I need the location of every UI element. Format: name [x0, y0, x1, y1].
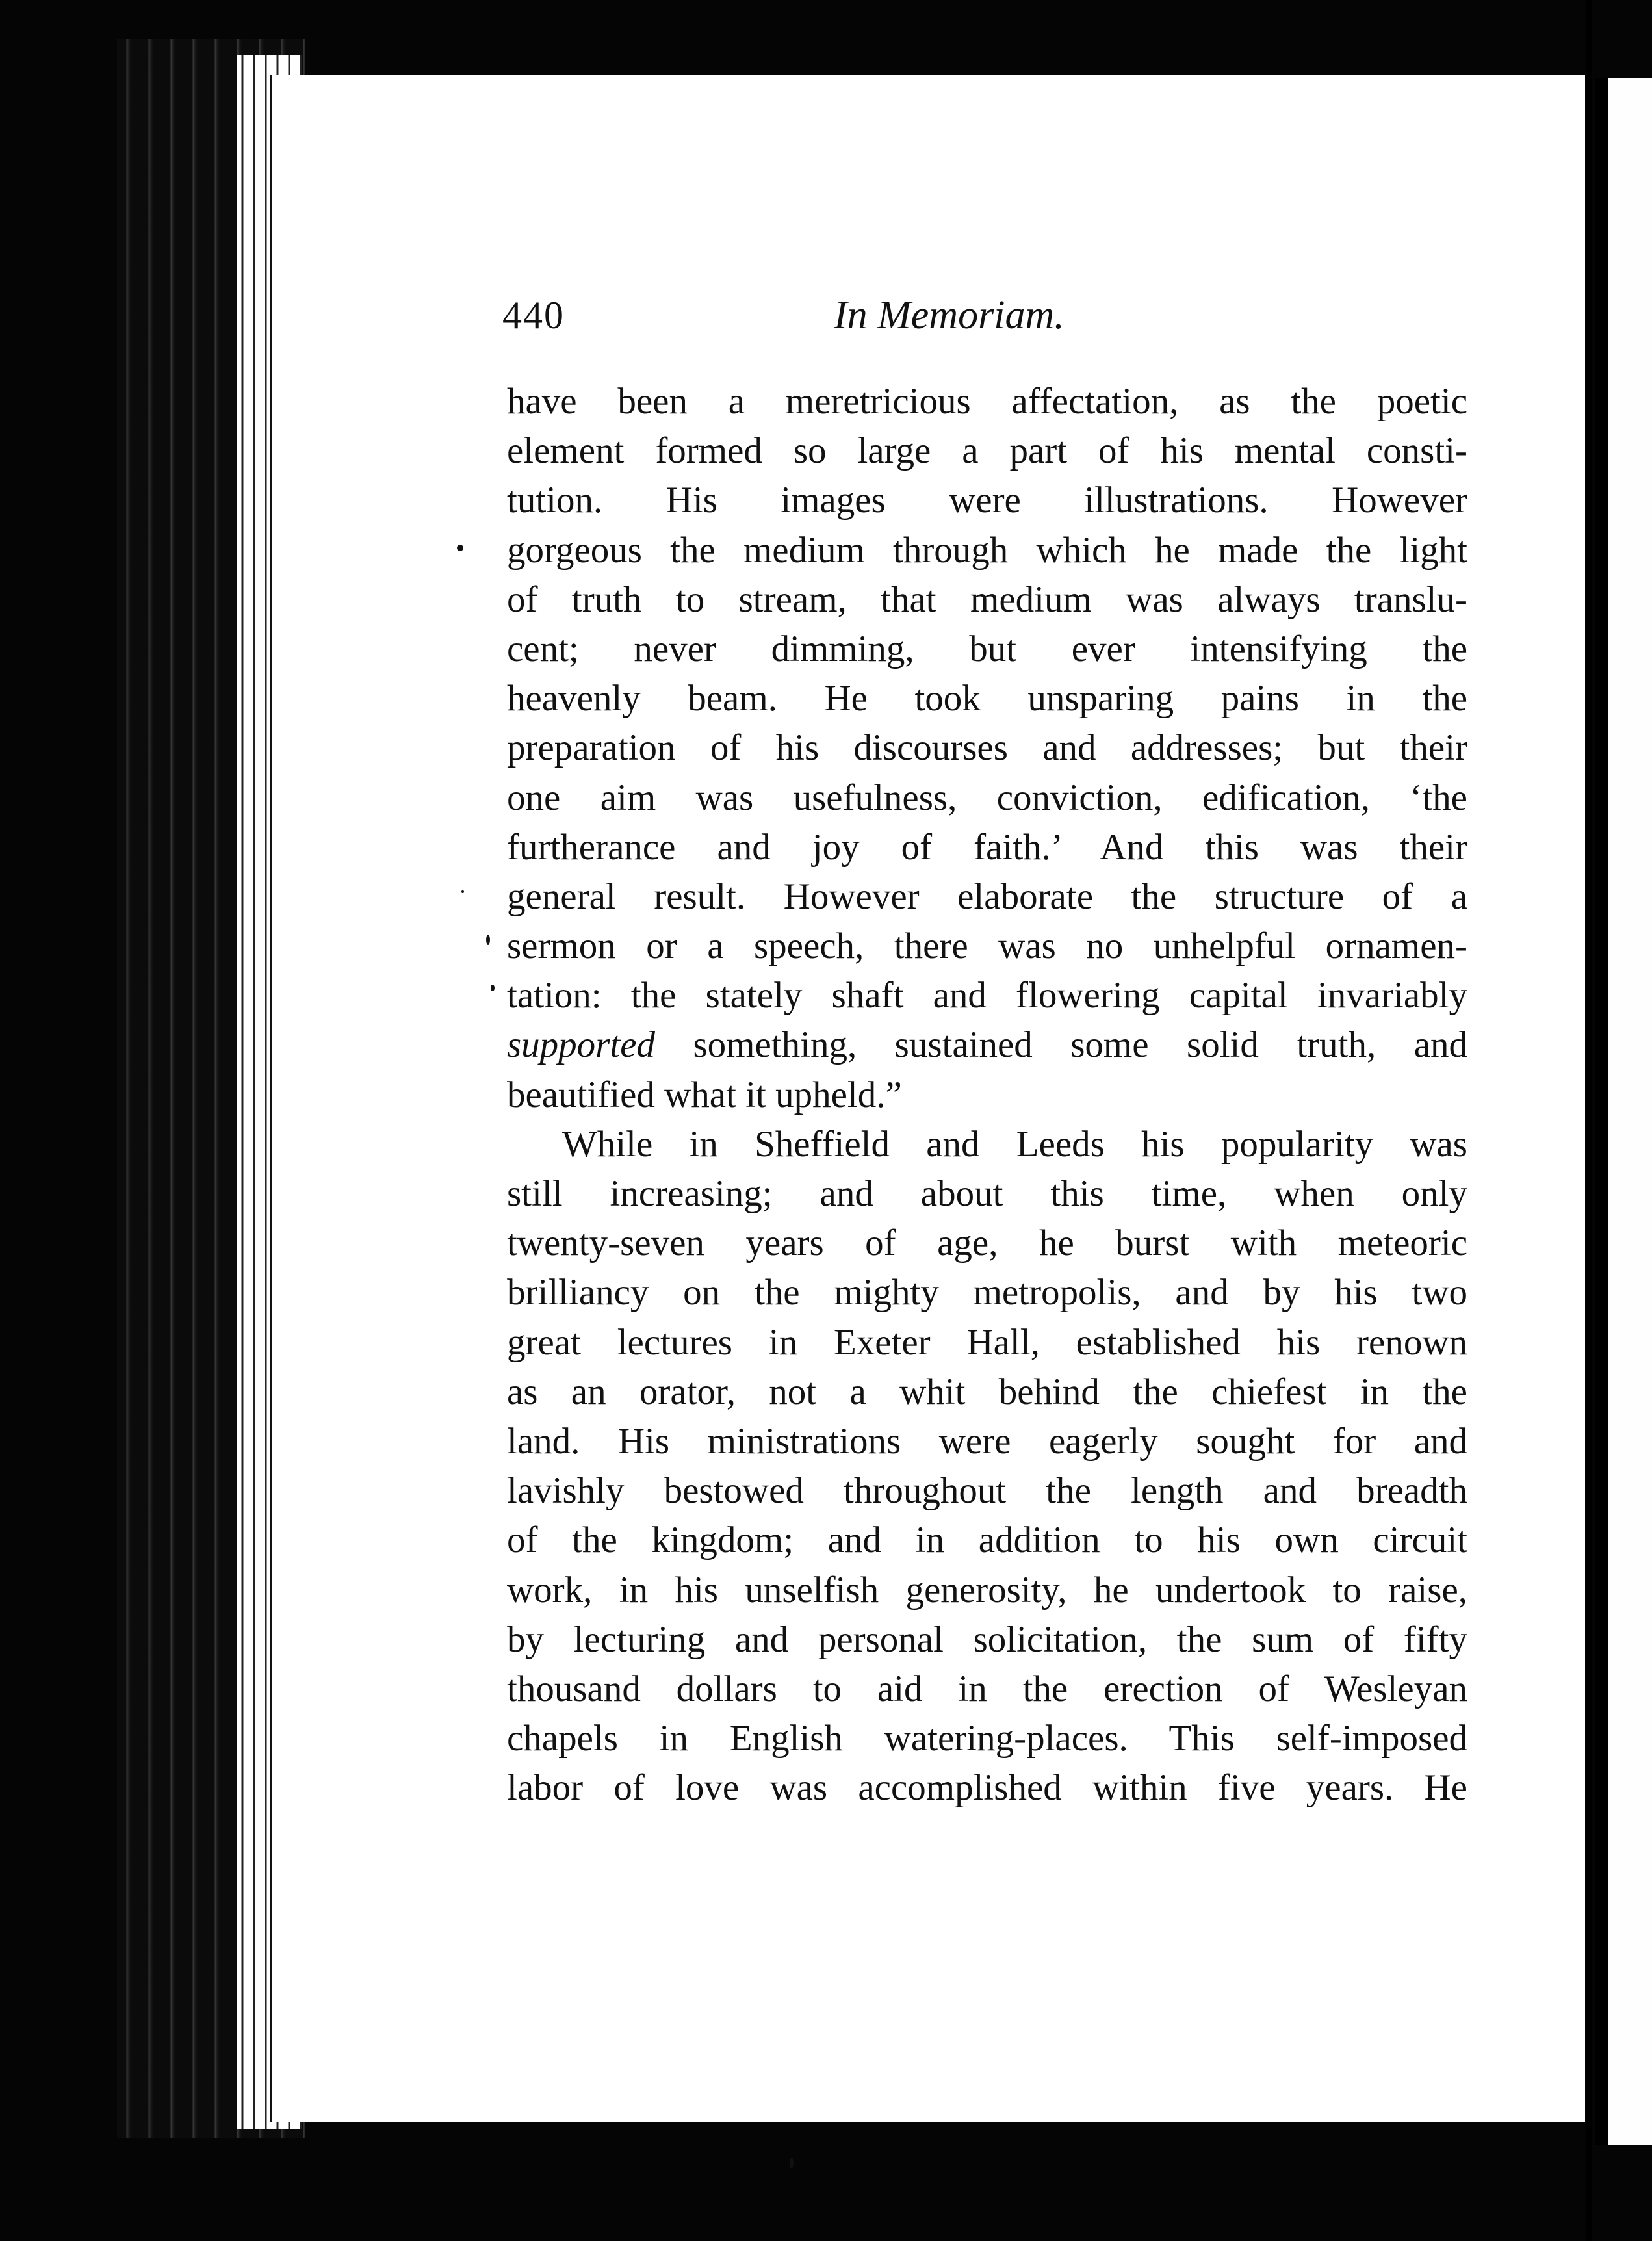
text-line: of truth to stream, that medium was always translu-	[507, 578, 1467, 620]
text-line: lavishly bestowed throughout the length and breadth	[507, 1470, 1467, 1512]
paragraph-end-line: beautified what it upheld.”	[507, 1074, 902, 1115]
text-line: great lectures in Exeter Hall, established his renown	[507, 1321, 1467, 1363]
text-line: as an orator, not a whit behind the chiefest in the	[507, 1371, 1467, 1412]
text-line: tution. His images were illustrations. However	[507, 480, 1467, 521]
text-line: gorgeous the medium through which he made the light	[507, 529, 1467, 571]
text-line: thousand dollars to aid in the erection of Wesleyan	[507, 1668, 1467, 1709]
text-line: brilliancy on the mighty metropolis, and by his two	[507, 1272, 1467, 1314]
text-line: by lecturing and personal solicitation, the sum of fifty	[507, 1618, 1467, 1660]
text-line-italic	[507, 1020, 1467, 1070]
text-line: of the kingdom; and in addition to his own circuit	[507, 1520, 1467, 1561]
text-line: preparation of his discourses and addresses; but their	[507, 727, 1467, 769]
scan-speck	[457, 545, 463, 551]
body-text	[507, 377, 1467, 1813]
text-line: element formed so large a part of his mental consti-	[507, 430, 1467, 472]
italic-word: supported	[507, 1024, 655, 1066]
scan-speck	[491, 985, 495, 991]
text-line: furtherance and joy of faith.’ And this was their	[507, 826, 1467, 868]
text-line: have been a meretricious affectation, as the poetic	[507, 381, 1467, 422]
running-head	[502, 286, 1464, 344]
scan-speck	[790, 2158, 794, 2168]
scan-speck	[461, 890, 464, 893]
page-number: 440	[502, 294, 565, 337]
text-line: labor of love was accomplished within five years. He	[507, 1767, 1467, 1809]
text-line: twenty-seven years of age, he burst with meteoric	[507, 1223, 1467, 1264]
facing-page-sliver	[1608, 78, 1652, 2145]
text-line: work, in his unselfish generosity, he undertook to raise,	[507, 1569, 1467, 1611]
text-line: still increasing; and about this time, when only	[507, 1173, 1467, 1214]
running-title: In Memoriam.	[834, 293, 1065, 337]
gutter-shadow	[1586, 0, 1592, 2241]
text-line: chapels in English watering-places. This self-imposed	[507, 1718, 1467, 1759]
text-line: land. His ministrations were eagerly sought for and	[507, 1420, 1467, 1462]
scan-speck	[486, 935, 490, 945]
text-line: general result. However elaborate the structure of a	[507, 875, 1467, 917]
text-line: cent; never dimming, but ever intensifying the	[507, 628, 1467, 669]
text-line: sermon or a speech, there was no unhelpful ornamen-	[507, 926, 1467, 967]
paragraph-first-line: While in Sheffield and Leeds his popularity was	[562, 1123, 1467, 1165]
text-line: tation: the stately shaft and flowering capital invariably	[507, 975, 1467, 1017]
text-line: heavenly beam. He took unsparing pains in the	[507, 678, 1467, 719]
text-line-rest: something, sustained some solid truth, and	[655, 1024, 1467, 1066]
text-line: one aim was usefulness, conviction, edification, ‘the	[507, 777, 1467, 818]
